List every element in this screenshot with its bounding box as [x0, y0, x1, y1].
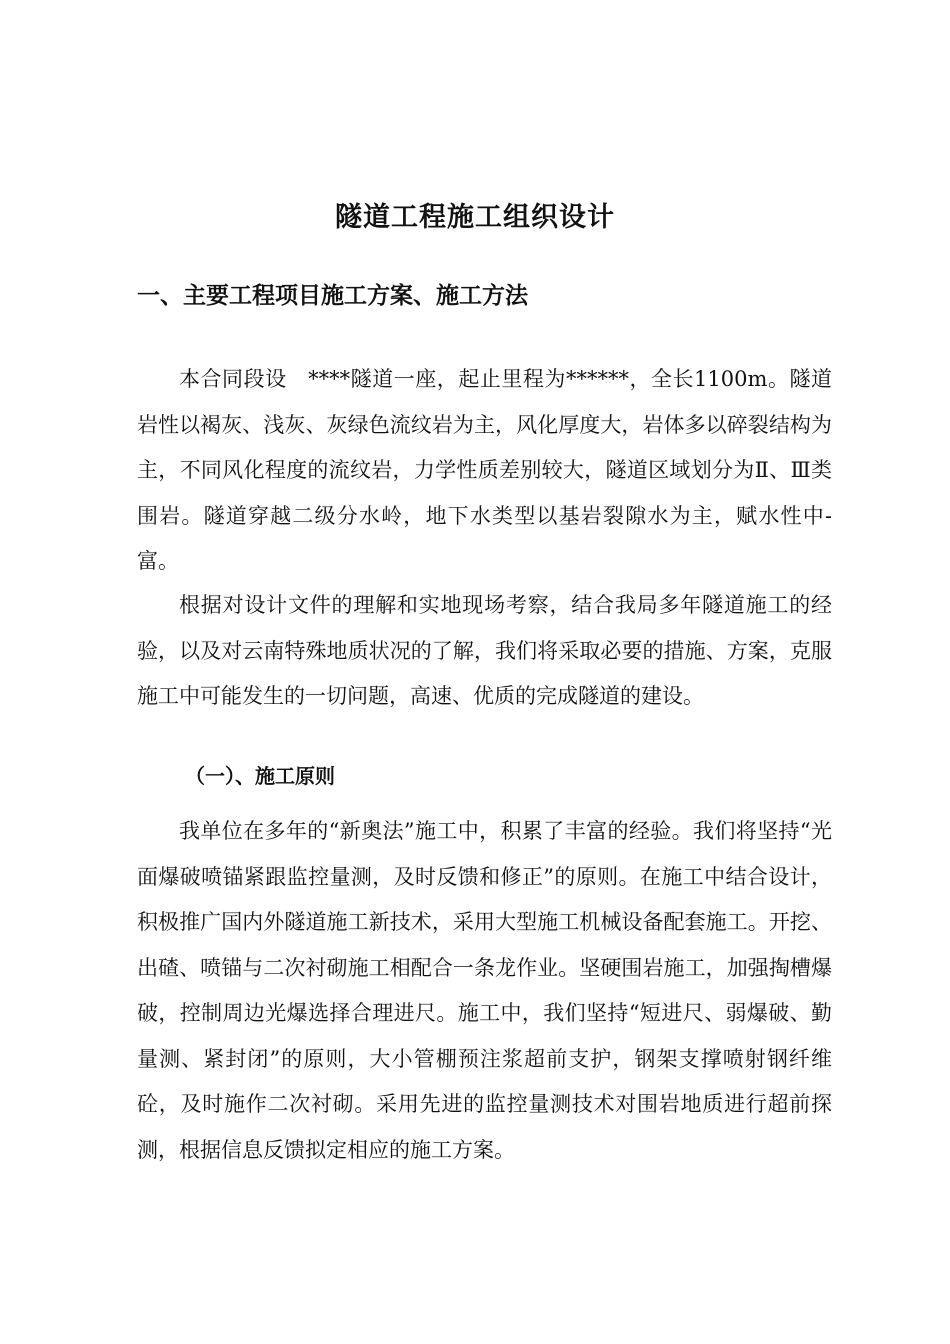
paragraph-tunnel-overview: 本合同段设 ****隧道一座，起止里程为******，全长1100m。隧道岩性以褐灰、浅灰、灰绿色流纹岩为主，风化厚度大，岩体多以碎裂结构为主，不同风化程度的流纹岩，力学性质差别较大，隧道区域划分为Ⅱ、Ⅲ类围岩。隧道穿越二级分水岭，地下水类型以基岩裂隙水为主，赋水性中-富。: [137, 367, 832, 573]
subsection-heading: （一）、施工原则: [185, 764, 335, 788]
document-title: 隧道工程施工组织设计: [335, 202, 615, 233]
paragraph-approach: 根据对设计文件的理解和实地现场考察，结合我局多年隧道施工的经验，以及对云南特殊地质状况的了解，我们将采取必要的措施、方案，克服施工中可能发生的一切问题，高速、优质的完成隧道的建设。: [137, 593, 832, 708]
paragraph-principles: 我单位在多年的“新奥法”施工中，积累了丰富的经验。我们将坚持“光面爆破喷锚紧跟监控量测，及时反馈和修正”的原则。在施工中结合设计，积极推广国内外隧道施工新技术，采用大型施工机械设备配套施工。开挖、出碴、喷锚与二次衬砌施工相配合一条龙作业。坚硬围岩施工，加强掏槽爆破，控制周边光爆选择合理进尺。施工中，我们坚持“短进尺、弱爆破、勤量测、紧封闭”的原则，大小管棚预注浆超前支护，钢架支撑喷射钢纤维砼，及时施作二次衬砌。采用先进的监控量测技术对围岩地质进行超前探测，根据信息反馈拟定相应的施工方案。: [137, 819, 832, 1162]
section-heading: 一、主要工程项目施工方案、施工方法: [137, 283, 528, 309]
